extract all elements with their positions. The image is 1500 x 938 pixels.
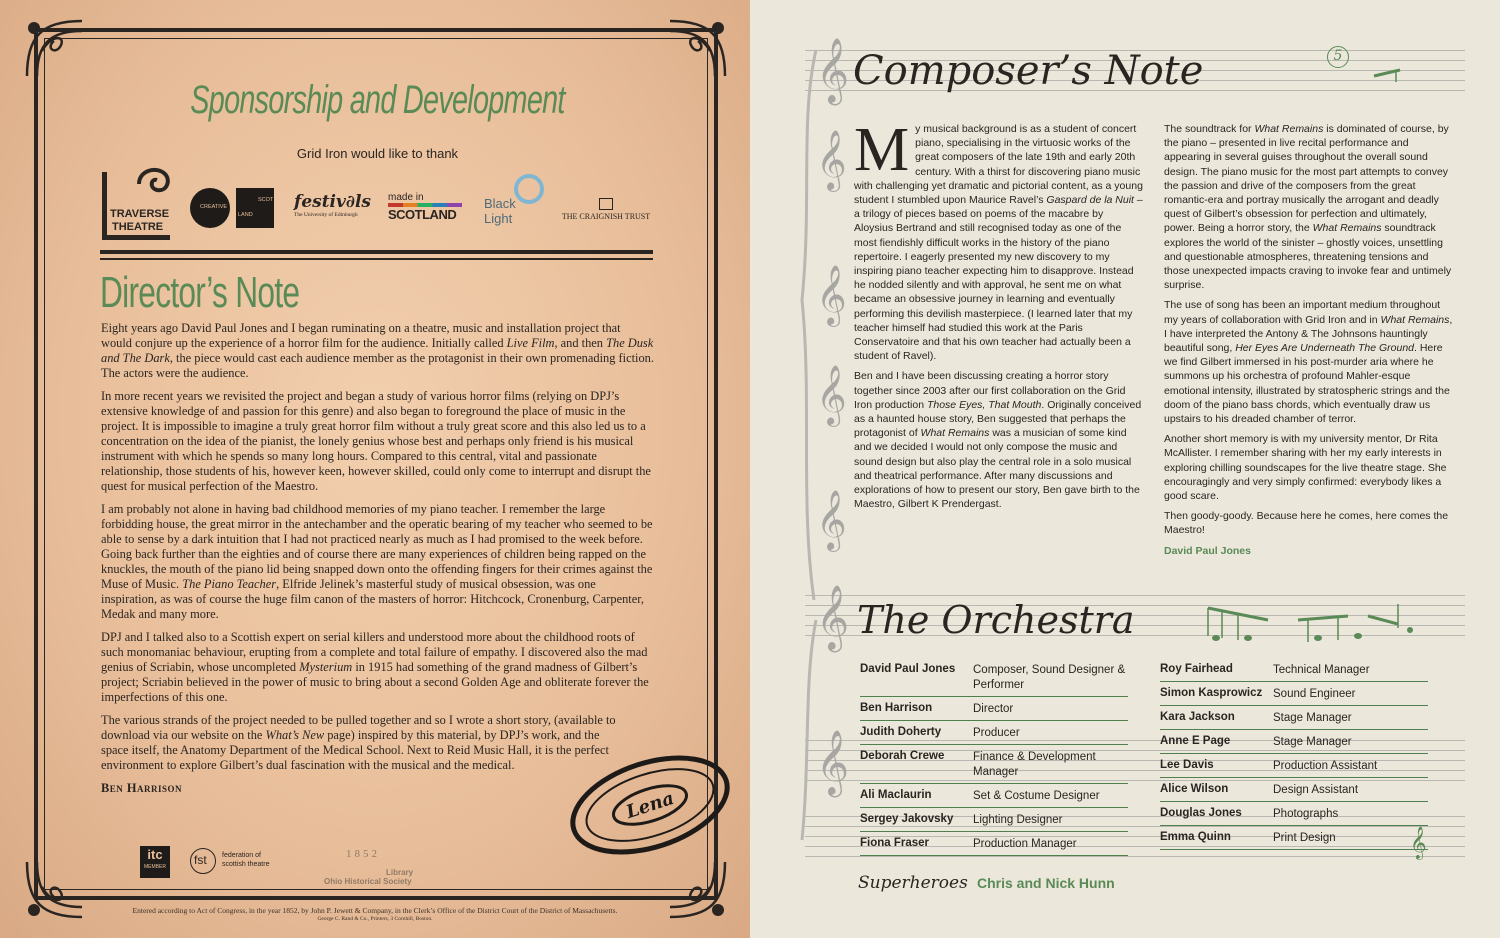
orchestra-member-role: Producer bbox=[973, 727, 1020, 739]
black-light-logo bbox=[482, 174, 552, 234]
traverse-theatre-logo bbox=[102, 172, 170, 240]
orchestra-member-name: Emma Quinn bbox=[1160, 831, 1231, 843]
treble-clef-icon: 𝄞 bbox=[816, 730, 850, 795]
festivals-text: festiv∂ls bbox=[294, 192, 371, 212]
itc-logo bbox=[140, 846, 170, 878]
orchestra-member-name: Simon Kasprowicz bbox=[1160, 687, 1263, 699]
orchestra-member-name: Douglas Jones bbox=[1160, 807, 1242, 819]
treble-clef-icon: 𝄞 bbox=[816, 490, 847, 550]
orchestra-row bbox=[1160, 758, 1428, 778]
library-year: 1852 bbox=[346, 848, 380, 860]
treble-clef-icon: 𝄞 bbox=[816, 365, 847, 425]
paragraph: Another short memory is with my university mentor, Dr Rita McAllister. I remember sharing with her my early interests in exploring chilling soundscapes for the live theatre stage. She encouragingly and very simply confirmed: everybody likes a good scare. bbox=[1164, 433, 1447, 503]
orchestra-row bbox=[860, 812, 1128, 832]
orchestra-member-name: Fiona Fraser bbox=[860, 837, 930, 849]
black-light-ring-icon bbox=[514, 174, 544, 204]
orchestra-member-role: Photographs bbox=[1273, 808, 1339, 820]
light-text: Light bbox=[484, 211, 513, 226]
orchestra-member-role: Set & Costume Designer bbox=[973, 790, 1100, 802]
orchestra-member-name: Roy Fairhead bbox=[1160, 663, 1233, 675]
staff-brace bbox=[798, 40, 818, 860]
orchestra-row bbox=[860, 749, 1128, 784]
orchestra-list-left bbox=[860, 662, 1128, 860]
treble-clef-icon: 𝄞 bbox=[816, 38, 850, 103]
traverse-line2: THEATRE bbox=[112, 221, 164, 233]
composers-note-column-2 bbox=[1164, 122, 1454, 564]
ornament-corner-top-right bbox=[660, 16, 730, 86]
orchestra-row bbox=[1160, 830, 1428, 850]
black-text: Black bbox=[484, 196, 516, 211]
superheroes-names: Chris and Nick Hunn bbox=[977, 875, 1115, 891]
itc-sub: MEMBER bbox=[144, 864, 166, 870]
thank-text: Grid Iron would like to thank bbox=[296, 146, 459, 161]
page-number-badge: 5 bbox=[1327, 46, 1349, 68]
composers-note-column-1 bbox=[854, 116, 1144, 517]
land-text: LAND bbox=[238, 212, 253, 218]
treble-clef-icon: 𝄞 bbox=[816, 265, 847, 325]
drop-cap: M bbox=[854, 116, 910, 184]
craignish-emblem-icon bbox=[599, 198, 613, 210]
creative-text: CREATIVE bbox=[200, 204, 228, 210]
treble-clef-small-icon: 𝄞 bbox=[1410, 826, 1427, 859]
orchestra-member-name: Kara Jackson bbox=[1160, 711, 1235, 723]
orchestra-list-right bbox=[1160, 662, 1428, 854]
treble-clef-icon: 𝄞 bbox=[816, 130, 847, 190]
orchestra-row bbox=[1160, 710, 1428, 730]
fst-text: fst bbox=[194, 853, 207, 867]
orchestra-member-name: Sergey Jakovsky bbox=[860, 813, 954, 825]
orchestra-row bbox=[1160, 806, 1428, 826]
orchestra-row bbox=[860, 725, 1128, 745]
fst-logo bbox=[190, 848, 320, 878]
festivals-sub: The University of Edinburgh bbox=[294, 212, 358, 218]
directors-note-body bbox=[101, 321, 654, 804]
printer-line: George C. Rand & Co., Printers, 3 Cornhill, Boston. bbox=[317, 916, 433, 922]
creative-scotland-logo bbox=[190, 188, 276, 228]
ink-stamp bbox=[560, 745, 740, 865]
orchestra-member-role: Design Assistant bbox=[1273, 784, 1359, 796]
festivals-logo bbox=[294, 192, 374, 218]
orchestra-member-role: Production Manager bbox=[973, 838, 1077, 850]
orchestra-member-role: Director bbox=[973, 703, 1014, 715]
orchestra-row bbox=[1160, 686, 1428, 706]
orchestra-member-role: Stage Manager bbox=[1273, 736, 1352, 748]
orchestra-member-name: Ben Harrison bbox=[860, 702, 933, 714]
orchestra-member-name: David Paul Jones bbox=[860, 663, 956, 675]
copyright-line: Entered according to Act of Congress, in the year 1852, by John P. Jewett & Company, in the Clerk’s Office of the District Court of the District of Massachusetts. bbox=[132, 906, 618, 915]
orchestra-row bbox=[1160, 782, 1428, 802]
orchestra-member-name: Lee Davis bbox=[1160, 759, 1214, 771]
paragraph: Ben and I have been discussing creating a horror story together since 2003 after our first collaboration on the Grid Iron production Those Eyes, That Mouth. Originally conceived as a haunted house story, Ben suggested that perhaps the protagonist of What Remains was a musician of some kind and we decided I would not only compose the music and sound design but also play the central role in a solo musical and theatrical performance. After many discussions and explorations of how to present our story, Ben gave birth to the Maestro, Gilbert K Prendergast. bbox=[854, 370, 1142, 511]
fst-sub1: federation of bbox=[222, 852, 261, 859]
composer-signature: David Paul Jones bbox=[1164, 544, 1251, 557]
made-in-text: made in bbox=[388, 192, 424, 203]
orchestra-title: The Orchestra bbox=[857, 598, 1135, 642]
scotland-text: SCOTLAND bbox=[388, 207, 457, 222]
orchestra-row bbox=[860, 701, 1128, 721]
orchestra-member-name: Ali Maclaurin bbox=[860, 789, 932, 801]
paragraph: I am probably not alone in having bad childhood memories of my piano teacher. I remember the large forbidding house, the great mirror in the antechamber and the operatic bearing of my teacher who seemed to be able to sense by a dark intuition that I had not practiced nearly as much as I had promised to the week before. Going back further than the eighties and of course there are many experiences of children being rapped on the knuckles, the mouth of the piano lid being snapped down onto the offending fingers for their crimes against the Muse of Music. The Piano Teacher, Elfride Jelinek’s masterful study of musical obsession, was one inspiration, as was of course the huge film canon of the masters of horror: Hitchcock, Cronenburg, Carpenter, Medak and many more. bbox=[101, 502, 653, 621]
traverse-line1: TRAVERSE bbox=[110, 208, 170, 220]
sponsorship-title: Sponsorship and Development bbox=[190, 78, 565, 122]
paragraph: My musical background is as a student of concert piano, specialising in the virtuosic works of the great composers of the late 19th and early 20th century. With a thirst for discovering piano music with challenging yet dramatic and pictorial content, as a young student I stumbled upon Maurice Ravel’s Gaspard de la Nuit – a trilogy of pieces based on poems of the macabre by Aloysius Bertrand and still recognised today as one of the most fiendishly difficult works in the history of the piano repertoire. I eagerly presented my new discovery to my inspiring piano teacher expecting him to disapprove. Instead he nodded silently and with approval, he sent me on what became an obsessive journey in learning and eventually performing this devilish masterpiece. (I learned later that my teacher himself had studied this work at the Paris Conservatoire and that his own teacher had actually been a student of Ravel). bbox=[854, 116, 1143, 363]
orchestra-member-role: Production Assistant bbox=[1273, 760, 1378, 772]
paragraph: DPJ and I talked also to a Scottish expert on serial killers and understood more about the childhood roots of such monomaniac behaviour, erupting from a complete and total failure of empathy. I discovered also the mad genius of Scriabin, whose uncompleted Mysterium in 1915 had something of the grand madness of Gilbert’s project; Scriabin believed in the power of music to bring about a second Golden Age and obliterate forever the imperfections of this one. bbox=[101, 630, 649, 704]
library-line2: Ohio Historical Society bbox=[324, 877, 412, 886]
orchestra-row bbox=[860, 662, 1128, 697]
orchestra-member-role: Technical Manager bbox=[1273, 664, 1370, 676]
orchestra-member-name: Alice Wilson bbox=[1160, 783, 1229, 795]
paragraph: The soundtrack for What Remains is dominated of course, by the piano – presented in live recital performance and appearing in several guises throughout the overall sound design. The piano music for the most part attempts to convey the passion and drive of the composers from the great romantic-era and portray musically the arrogant and deadly quest of Gilbert’s obsession for perfection and ultimately, power. Being a horror story, the What Remains soundtrack explores the world of the sinister – ghostly voices, unsettling and questionable atmospheres, threatening tensions and those unexpected impacts craving to invoke fear and untimely surprise. bbox=[1164, 123, 1452, 292]
made-in-scotland-logo bbox=[388, 192, 468, 222]
library-stamp bbox=[318, 848, 413, 886]
paragraph: The various strands of the project needed to be pulled together and so I wrote a short story, (available to download via our website on the What’s New page) inspired by this material, by DPJ’s work, and the space itself, the Anatomy Department of the Medical School. Next to Reid Music Hall, it is the perfect environment to explore Gilbert’s dual fascination with the musical and the medical. bbox=[101, 713, 616, 772]
orchestra-member-role: Lighting Designer bbox=[973, 814, 1063, 826]
right-page bbox=[750, 0, 1500, 938]
divider-thick bbox=[100, 250, 653, 254]
orchestra-row bbox=[860, 788, 1128, 808]
itc-text: itc bbox=[147, 847, 163, 862]
orchestra-member-name: Anne E Page bbox=[1160, 735, 1231, 747]
fst-sub2: scottish theatre bbox=[222, 861, 270, 868]
director-signature: Ben Harrison bbox=[101, 781, 183, 795]
paragraph: The use of song has been an important medium throughout my years of collaboration with Grid Iron and in What Remains, I have interpreted the Antony & The Johnsons hauntingly beautiful song, Her Eyes Are Underneath The Ground. Here we find Gilbert immersed in his post-murder aria where he summons up his orchestra of profound Mahler-esque emotional intensity, illustrated by stratospheric strings and the doom of the piano bass chords, which eventually draw us upstairs to his dreaded chamber of terror. bbox=[1164, 299, 1453, 426]
music-notes-icon bbox=[1370, 62, 1410, 86]
treble-clef-icon: 𝄞 bbox=[816, 585, 850, 650]
library-line1: Library bbox=[386, 868, 414, 877]
orchestra-member-role: Stage Manager bbox=[1273, 712, 1352, 724]
svg-text:Lena: Lena bbox=[623, 787, 677, 824]
superheroes-label: Superheroes bbox=[858, 873, 968, 893]
chameleon-icon bbox=[135, 164, 175, 200]
music-phrase-icon bbox=[1188, 598, 1428, 648]
orchestra-member-name: Deborah Crewe bbox=[860, 750, 945, 762]
paragraph: Then goody-goody. Because here he comes, here comes the Maestro! bbox=[1164, 510, 1449, 537]
orchestra-row bbox=[1160, 662, 1428, 682]
divider-thin bbox=[100, 258, 653, 260]
directors-note-title: Director’s Note bbox=[100, 268, 300, 317]
orchestra-member-name: Judith Doherty bbox=[860, 726, 942, 738]
orchestra-row bbox=[1160, 734, 1428, 754]
craignish-trust-logo bbox=[556, 198, 656, 221]
orchestra-member-role: Sound Engineer bbox=[1273, 688, 1356, 700]
orchestra-row bbox=[860, 836, 1128, 856]
scot-text: SCOT bbox=[258, 197, 274, 203]
orchestra-member-role: Print Design bbox=[1273, 832, 1336, 844]
paragraph: Eight years ago David Paul Jones and I began ruminating on a theatre, music and installation project that would conjure up the experience of a horror film for the audience. Initially called Live Film, and then The Dusk and The Dark, the piece would cast each audience member as the protagonist in their own promenading fiction. The actors were the audience. bbox=[101, 321, 654, 380]
orchestra-member-role: Finance & Development Manager bbox=[973, 751, 1096, 778]
sponsor-logos bbox=[100, 170, 655, 242]
composers-note-title: Composer’s Note bbox=[853, 48, 1204, 94]
craignish-text: THE CRAIGNISH TRUST bbox=[561, 212, 651, 221]
orchestra-member-role: Composer, Sound Designer & Performer bbox=[973, 664, 1126, 691]
ornament-corner-top-left bbox=[22, 16, 92, 86]
paragraph: In more recent years we revisited the project and began a study of various horror films (relying on DPJ’s extensive knowledge of and passion for this genre) and also began to foreground the place of music in the project. It is impossible to imagine a truly great horror film without a truly great score and this also led us to a concentration on the idea of the pianist, the lonely genius whose best and perhaps only friend is his musical instrument with which he spends so many long hours. Compared to this central, vital and passionate relationship, those students of his, however keen, however skilled, could only come to interrupt and disrupt the quest for musical perfection of the Maestro. bbox=[101, 389, 651, 493]
